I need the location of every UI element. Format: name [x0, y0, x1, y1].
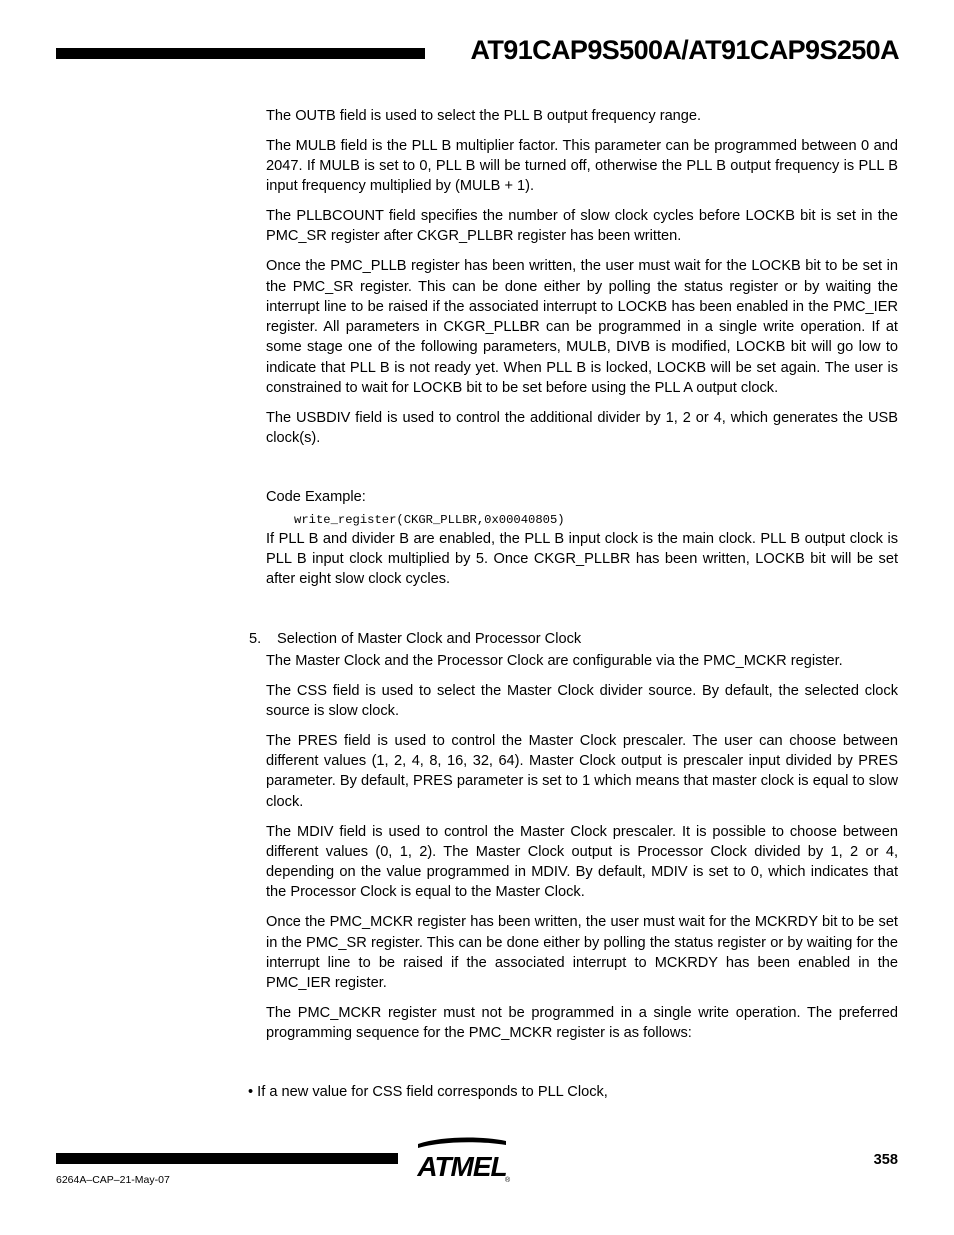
atmel-logo-icon — [412, 1136, 512, 1184]
code-example-label: Code Example: — [266, 489, 366, 506]
paragraph-pllbcount: The PLLBCOUNT field specifies the number of slow clock cycles before LOCKB bit is set in the PMC_SR register after CKGR_PLLBR register has been written. — [266, 208, 898, 245]
atmel-logo-text: ATMEL — [417, 1151, 507, 1182]
paragraph-sequence: The PMC_MCKR register must not be programmed in a single write operation. The preferred programming sequence for the PMC_MCKR register is as follows: — [266, 1004, 898, 1042]
paragraph-mulb: The MULB field is the PLL B multiplier factor. This parameter can be programmed between 0 and 2047. If MULB is set to 0, PLL B will be turned off, otherwise the PLL B output frequency is PLL B input frequency multiplied by (MULB + 1). — [266, 137, 898, 195]
paragraph-mckrdy: Once the PMC_MCKR register has been written, the user must wait for the MCKRDY bit to be set in the PMC_SR register. This can be done either by polling the status register or by waiting for the interrupt line to be raised if the associated interrupt to MCKRDY has been enabled in the PMC_IER register. — [266, 914, 898, 992]
step-heading — [249, 629, 898, 649]
footer-rule — [56, 1153, 398, 1164]
header-rule — [56, 48, 425, 59]
bullet-item: • If a new value for CSS field corresponds to PLL Clock, — [248, 1084, 608, 1100]
paragraph-pllb-enabled: If PLL B and divider B are enabled, the PLL B input clock is the main clock. PLL B output clock is PLL B input clock multiplied by 5. Once CKGR_PLLBR has been written, LOCKB bit will be set after eight slow clock cycles. — [266, 530, 898, 588]
main-content — [249, 106, 898, 1043]
paragraph-outb: The OUTB field is used to select the PLL B output frequency range. — [266, 108, 702, 124]
paragraph-pres: The PRES field is used to control the Master Clock prescaler. The user can choose between different values (1, 2, 4, 8, 16, 32, 64). Master Clock output is prescaler input divided by PRES parameter. By default, PRES parameter is set to 1 which means that master clock is equal to slow clock. — [266, 732, 898, 810]
code-example: write_register(CKGR_PLLBR,0x00040805) — [294, 512, 565, 527]
page-number: 358 — [873, 1152, 898, 1168]
document-code: 6264A–CAP–21-May-07 — [56, 1174, 170, 1186]
paragraph-css: The CSS field is used to select the Master Clock divider source. By default, the selected clock source is slow clock. — [266, 682, 898, 720]
paragraph-pmc-pllb: Once the PMC_PLLB register has been written, the user must wait for the LOCKB bit to be set in the PMC_SR register. This can be done either by polling the status register or by waiting the interrupt line to be raised if the associated interrupt to LOCKB has been enabled in the PMC_IER register. All parameters in CKGR_PLLBR can be programmed in a single write operation. If at some stage one of the following parameters, MULB, DIVB is modified, LOCKB bit will go low to indicate that PLL B is not ready yet. When PLL B is locked, LOCKB will be set again. The user is constrained to wait for LOCKB bit to be set before using the PLL A output clock. — [266, 258, 898, 397]
svg-text:®: ® — [505, 1177, 511, 1184]
paragraph-mdiv: The MDIV field is used to control the Master Clock prescaler. It is possible to choose between different values (0, 1, 2). The Master Clock output is Processor Clock divided by 1, 2 or 4, depending on the value programmed in MDIV. By default, MDIV is set to 0, which indicates that the Processor Clock is equal to the Master Clock. — [266, 823, 898, 901]
step-number: 5. — [249, 630, 262, 647]
step-title: Selection of Master Clock and Processor Clock — [277, 630, 582, 647]
paragraph-master-clock: The Master Clock and the Processor Clock are configurable via the PMC_MCKR register. — [266, 652, 843, 669]
page-title: AT91CAP9S500A/AT91CAP9S250A — [470, 35, 899, 65]
paragraph-usbdiv: The USBDIV field is used to control the additional divider by 1, 2 or 4, which generates the USB clock(s). — [266, 409, 898, 447]
